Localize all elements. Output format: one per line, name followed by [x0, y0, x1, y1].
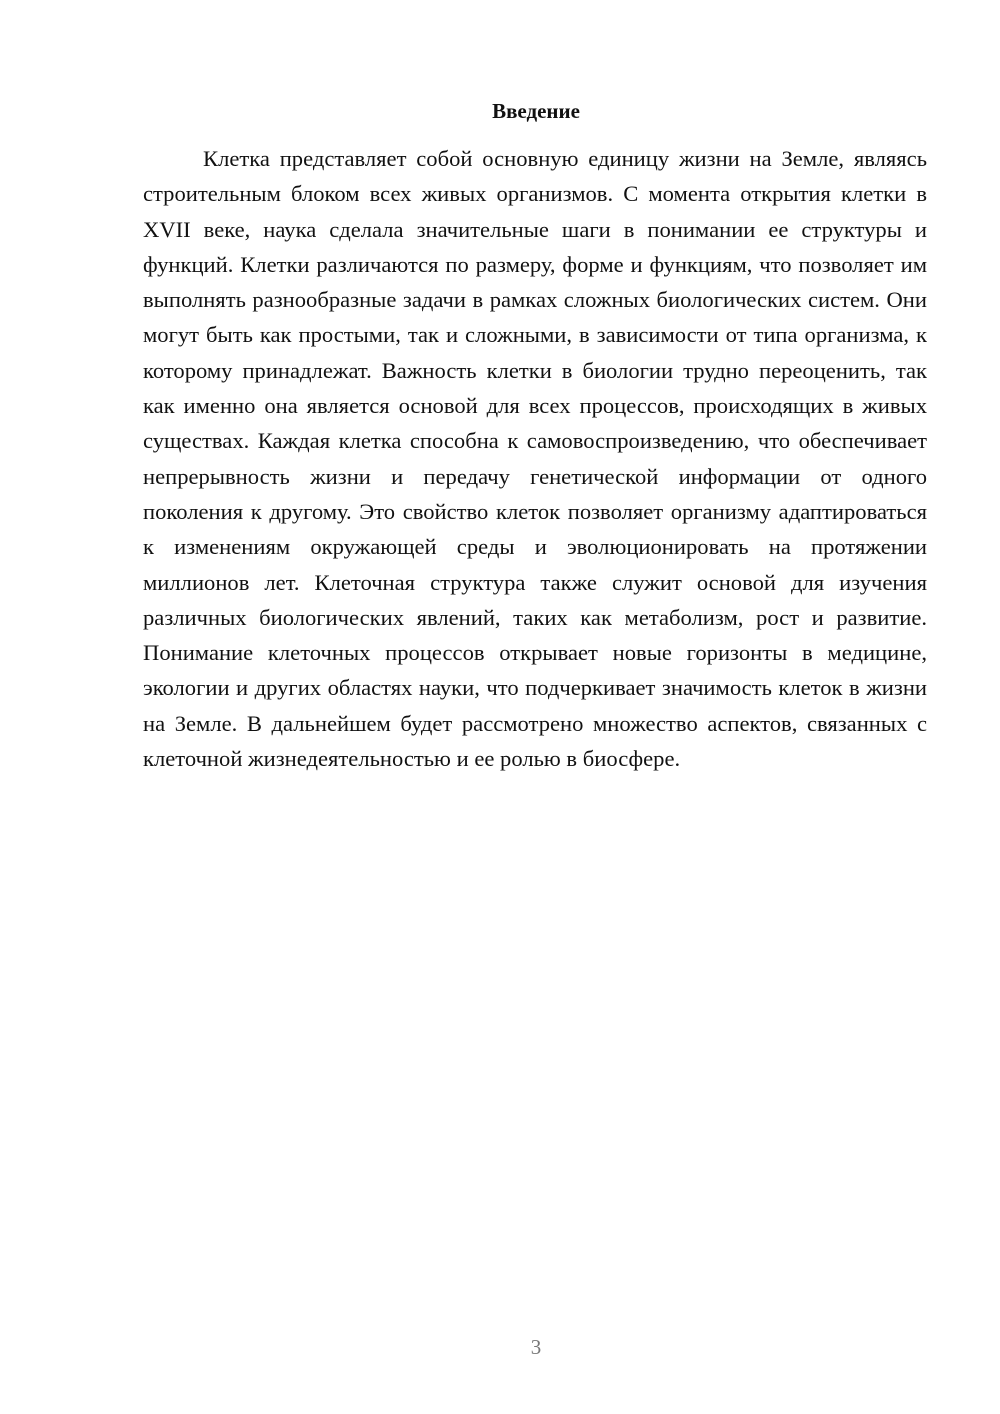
body-paragraph: Клетка представляет собой основную единицу жизни на Земле, являясь строительным блоком всех живых организмов. С момента открытия клетки в XVII веке, наука сделала значительные шаги в понимании ее структуры и функций. Клетки различаются по размеру, форме и функциям, что позволяет им выполнять разнообразные задачи в рамках сложных биологических систем. Они могут быть как простыми, так и сложными, в зависимости от типа организма, к которому принадлежат. Важность клетки в биологии трудно переоценить, так как именно она является основой для всех процессов, происходящих в живых существах. Каждая клетка способна к самовоспроизведению, что обеспечивает непрерывность жизни и передачу генетической информации от одного поколения к другому. Это свойство клеток позволяет организму адаптироваться к изменениям окружающей среды и эволюционировать на протяжении миллионов лет. Клеточная структура также служит основой для изучения различных биологических явлений, таких как метаболизм, рост и развитие. Понимание клеточных процессов открывает новые горизонты в медицине, экологии и других областях науки, что подчеркивает значимость клеток в жизни на Земле. В дальнейшем будет рассмотрено множество аспектов, связанных с клеточной жизнедеятельностью и ее ролью в биосфере. — [143, 146, 927, 772]
page-number: 3 — [530, 1335, 542, 1359]
section-heading: Введение — [492, 99, 580, 123]
